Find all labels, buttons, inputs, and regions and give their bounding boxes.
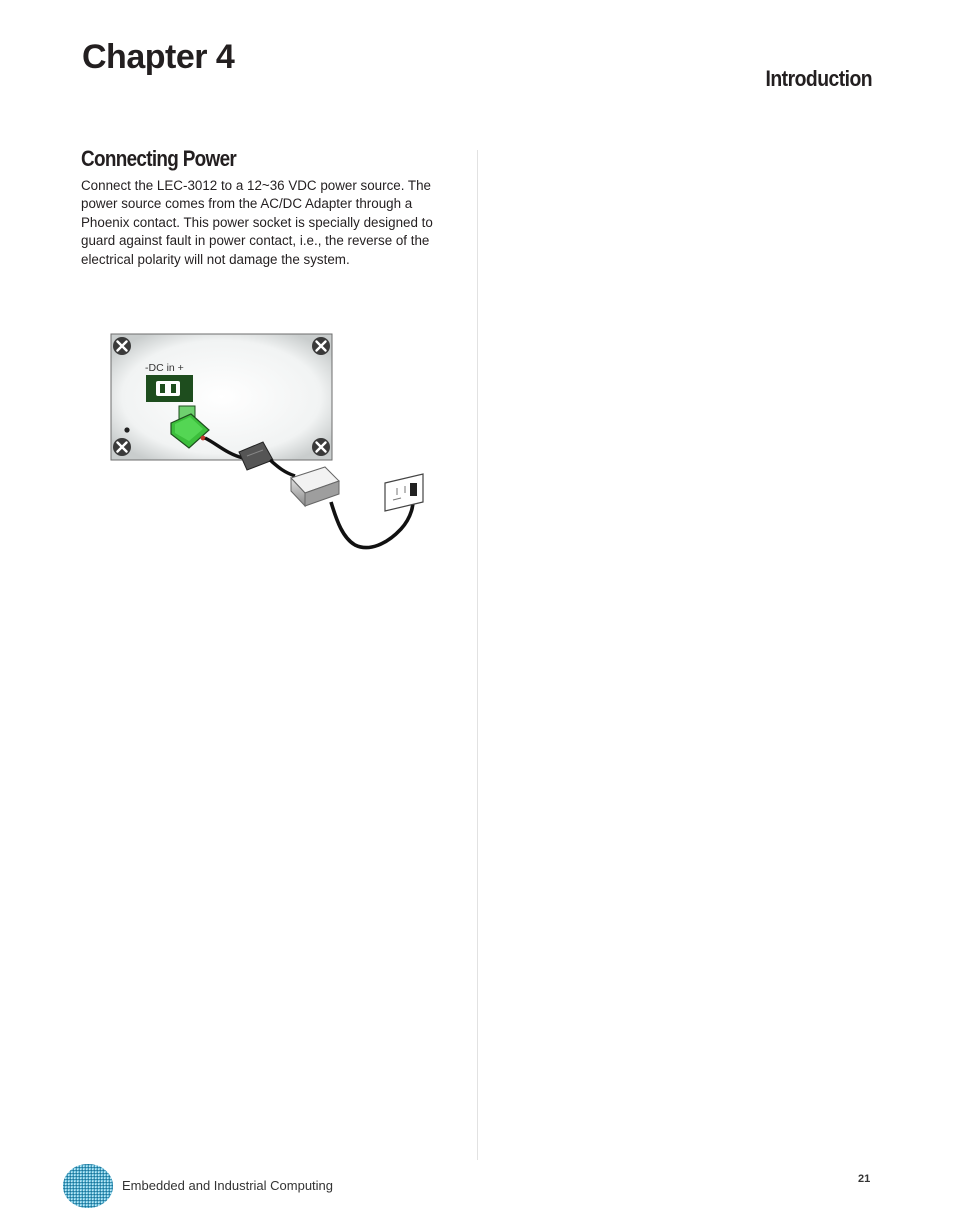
dc-socket: [146, 375, 193, 402]
section-header: Introduction: [765, 66, 872, 91]
column-divider: [477, 150, 478, 1160]
footer-tagline: Embedded and Industrial Computing: [122, 1178, 334, 1193]
page-number: 21: [858, 1173, 871, 1185]
device-panel: [111, 334, 332, 460]
connector-label: -DC in +: [145, 362, 184, 374]
screw-icon: [312, 438, 330, 456]
chapter-title: Chapter 4: [82, 38, 235, 76]
screw-icon: [312, 337, 330, 355]
power-adapter-icon: [291, 467, 339, 506]
section-heading: Connecting Power: [81, 146, 237, 171]
power-connection-illustration: [105, 326, 445, 558]
globe-logo-icon: [58, 1162, 114, 1210]
body-paragraph: Connect the LEC-3012 to a 12~36 VDC power source. The power source comes from the AC/DC Adapter through a Phoenix contact. This power socket is specially designed to guard against fault in power contact, i.e., the reverse of the electrical polarity will not damage the system.: [81, 178, 433, 267]
screw-icon: [113, 438, 131, 456]
screw-icon: [113, 337, 131, 355]
wall-outlet-icon: [385, 474, 423, 511]
